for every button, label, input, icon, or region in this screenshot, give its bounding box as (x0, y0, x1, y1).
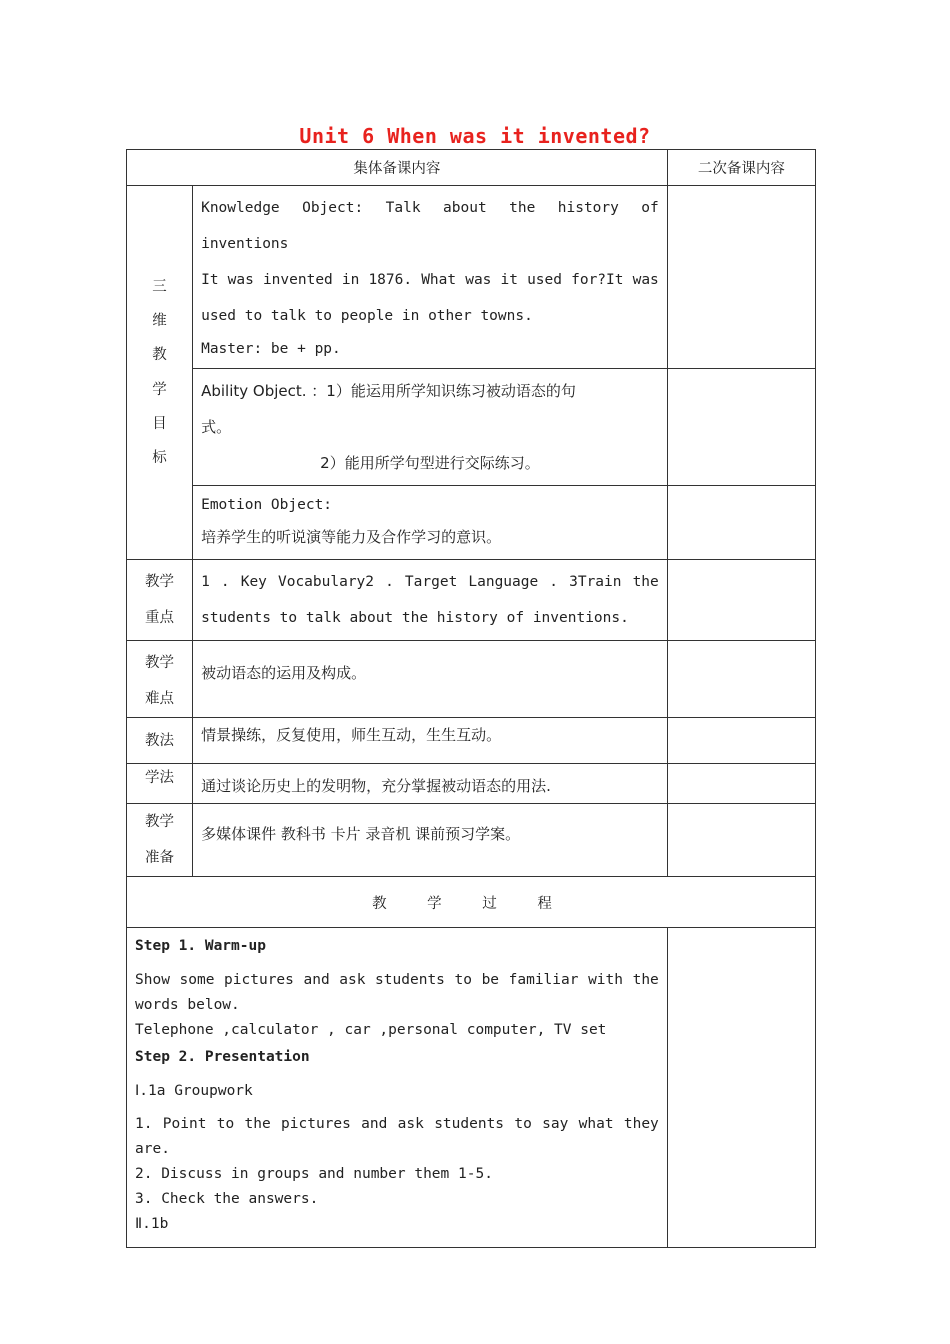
secondary-notes-cell (667, 369, 815, 486)
secondary-notes-cell (667, 486, 815, 560)
difficulties-label: 教学 难点 (127, 641, 193, 718)
secondary-notes-cell (667, 928, 815, 1248)
lesson-plan-table (126, 149, 816, 1248)
method-label: 教法 (127, 718, 193, 764)
difficulties-content: 被动语态的运用及构成。 (193, 641, 668, 718)
secondary-notes-cell (667, 641, 815, 718)
steps-row (127, 928, 816, 1248)
teaching-steps: Step 1. Warm-up Show some pictures and ask students to be familiar with the words below. Telephone ,calculator , car ,personal computer, TV set Step 2. Presentation Ⅰ.1a Groupwork 1. Point to the pictures and ask students to say what they are. 2. Discuss in groups and number them 1-5. 3. Check the answers. Ⅱ.1b (127, 928, 668, 1248)
objectives-label: 三 维 教 学 目 标 (127, 186, 193, 560)
study-label: 学法 (127, 764, 193, 804)
secondary-notes-cell (667, 804, 815, 877)
page-title: Unit 6 When was it invented? (299, 124, 651, 148)
ability-object: Ability Object. ：1）能运用所学知识练习被动语态的句 式。 2）能用所学句型进行交际练习。 (193, 369, 668, 486)
preparation-label: 教学 准备 (127, 804, 193, 877)
header-row (127, 150, 816, 186)
preparation-content: 多媒体课件 教科书 卡片 录音机 课前预习学案。 (193, 804, 668, 877)
emotion-object: Emotion Object: 培养学生的听说演等能力及合作学习的意识。 (193, 486, 668, 560)
step2-title: Step 2. Presentation (135, 1049, 310, 1065)
emotion-row (127, 486, 816, 560)
study-content: 通过谈论历史上的发明物，充分掌握被动语态的用法. (193, 764, 668, 804)
method-row (127, 718, 816, 764)
ability-row (127, 369, 816, 486)
key-points-label: 教学 重点 (127, 560, 193, 641)
preparation-row (127, 804, 816, 877)
difficulties-row (127, 641, 816, 718)
step1-title: Step 1. Warm-up (135, 938, 266, 954)
secondary-notes-cell (667, 560, 815, 641)
key-points-content: 1 . Key Vocabulary2 . Target Language . 3Train the students to talk about the history of inventions. (193, 560, 668, 641)
study-row (127, 764, 816, 804)
secondary-notes-cell (667, 186, 815, 369)
secondary-notes-cell (667, 718, 815, 764)
process-header-row (127, 877, 816, 928)
teaching-process-title: 教 学 过 程 (127, 877, 816, 928)
knowledge-row (127, 186, 816, 369)
collective-prep-header: 集体备课内容 (127, 150, 668, 186)
secondary-notes-cell (667, 764, 815, 804)
secondary-prep-header: 二次备课内容 (667, 150, 815, 186)
method-content: 情景操练，反复使用，师生互动，生生互动。 (193, 718, 668, 764)
knowledge-object: Knowledge Object: Talk about the history of inventions It was invented in 1876. What was it used for?It was used to talk to people in other towns. Master: be + pp. (193, 186, 668, 369)
key-points-row (127, 560, 816, 641)
